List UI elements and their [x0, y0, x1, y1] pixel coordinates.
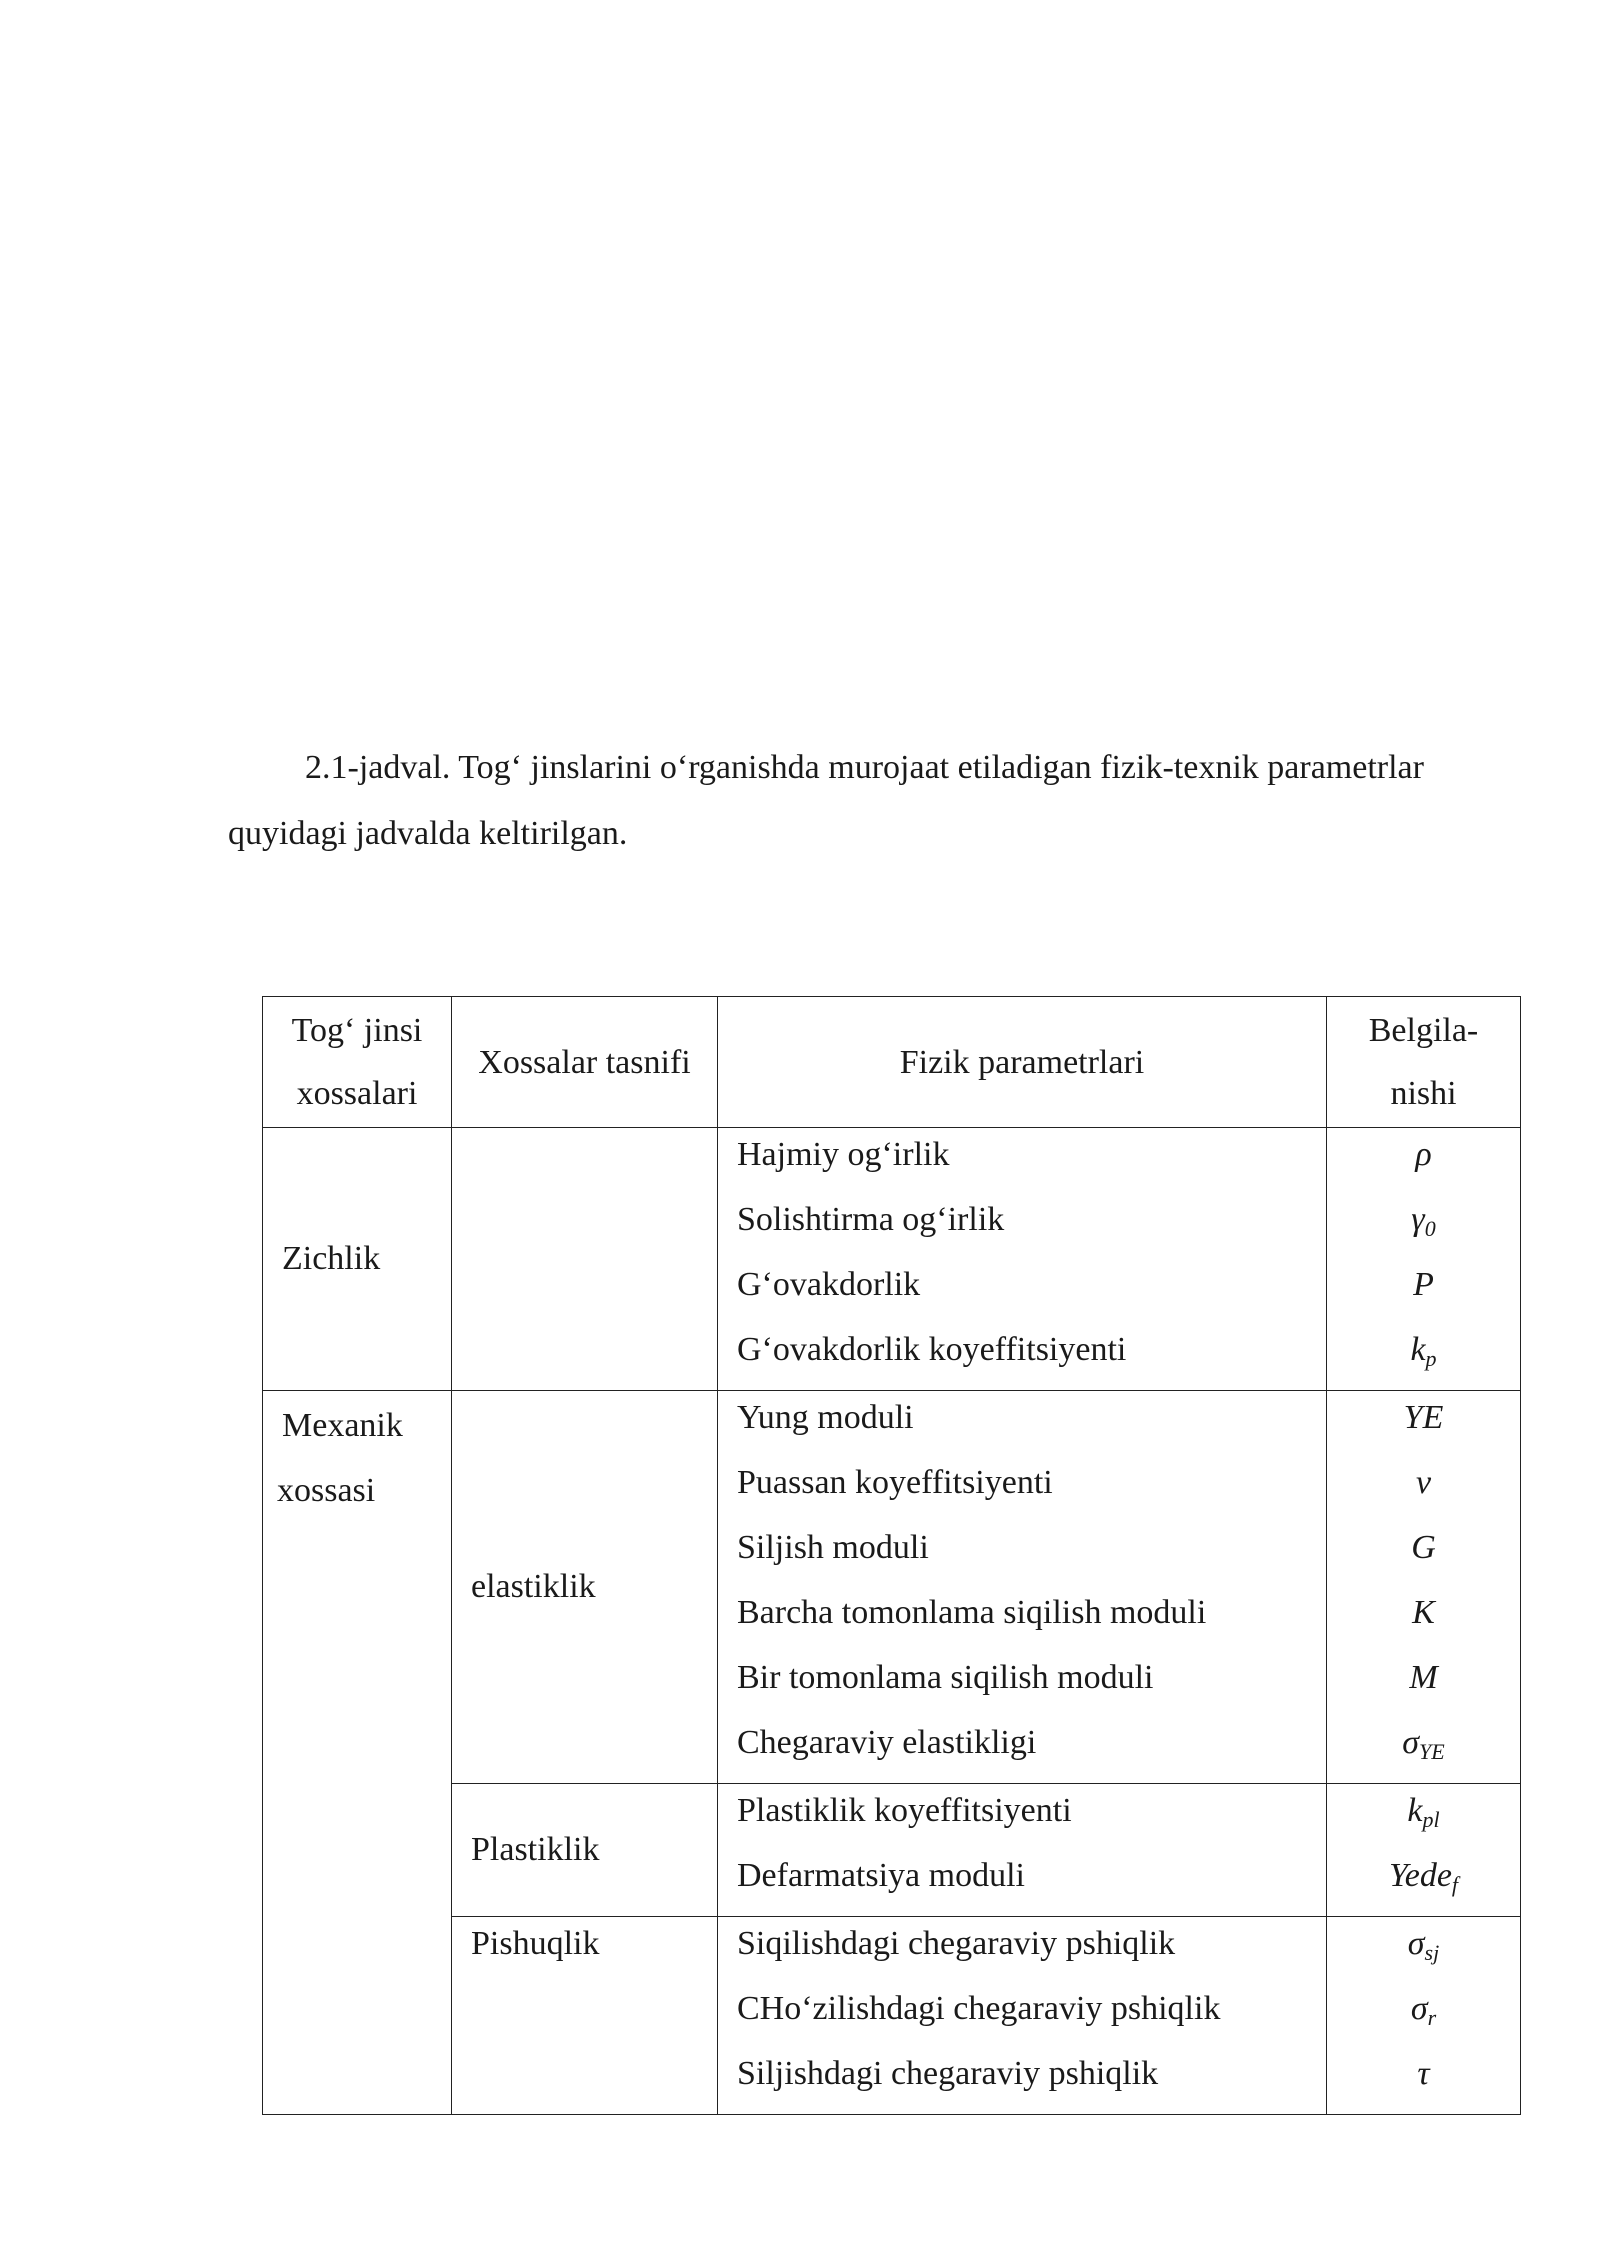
- group-zichlik: Zichlik: [282, 1240, 381, 1277]
- header-cell-classification: [452, 997, 718, 1128]
- params-elastiklik: [718, 1391, 1327, 1784]
- symbols-plastiklik: [1327, 1784, 1521, 1917]
- table-row-plastiklik: [263, 1784, 1521, 1917]
- subgroup-cell-plastiklik: [452, 1784, 718, 1917]
- header-symbol-line-1: Belgila-: [1368, 1012, 1479, 1049]
- param-siljish-moduli: Siljish moduli: [737, 1529, 929, 1566]
- symbol-ye: YE: [1403, 1399, 1444, 1436]
- header-parameters: Fizik parametrlari: [899, 1043, 1145, 1081]
- symbol-sigma-ye: $\sigma_{YE}$: [1402, 1724, 1445, 1764]
- param-plastiklik-koeff: Plastiklik koyeffitsiyenti: [737, 1792, 1072, 1829]
- symbol-yedef: Yede$_f$: [1388, 1857, 1459, 1897]
- param-siqilish-pshiqlik: Siqilishdagi chegaraviy pshiqlik: [737, 1925, 1176, 1962]
- symbol-k: K: [1412, 1594, 1435, 1631]
- group-cell-mexanik: [263, 1391, 452, 2115]
- param-barcha-siqilish: Barcha tomonlama siqilish moduli: [737, 1594, 1207, 1631]
- params-plastiklik: [718, 1784, 1327, 1917]
- parameters-table: [262, 996, 1521, 2115]
- group-mexanik-line-2: xossasi: [277, 1472, 376, 1509]
- symbol-sigma-r: $\sigma_r$: [1410, 1990, 1437, 2030]
- param-solishtirma-ogirlik: Solishtirma og‘irlik: [737, 1201, 1005, 1238]
- header-cell-properties: [263, 997, 452, 1128]
- symbol-sigma-sj: $\sigma_{sj}$: [1407, 1925, 1440, 1965]
- params-zichlik: [718, 1128, 1327, 1391]
- param-bir-siqilish: Bir tomonlama siqilish moduli: [737, 1659, 1154, 1696]
- symbol-g: G: [1411, 1529, 1436, 1566]
- table-row-pishuqlik: [263, 1917, 1521, 2115]
- table-row-elastiklik: [263, 1391, 1521, 1784]
- param-chozilish-pshiqlik: CHo‘zilishdagi chegaraviy pshiqlik: [737, 1990, 1221, 2027]
- symbol-kp: $k_p$: [1410, 1331, 1437, 1371]
- param-yung-moduli: Yung moduli: [737, 1399, 914, 1436]
- empty-classification-cell: [452, 1128, 718, 1391]
- param-govakdorlik: G‘ovakdorlik: [737, 1266, 921, 1303]
- subgroup-cell-pishuqlik: [452, 1917, 718, 2115]
- subgroup-plastiklik: Plastiklik: [471, 1831, 600, 1868]
- symbol-p: P: [1413, 1266, 1434, 1303]
- header-properties-line-2: xossalari: [296, 1075, 418, 1112]
- param-puassan-koeff: Puassan koyeffitsiyenti: [737, 1464, 1053, 1501]
- caption-line-1: 2.1-jadval. Tog‘ jinslarini o‘rganishda murojaat etiladigan fizik-texnik parametrlar: [305, 749, 1424, 786]
- header-properties-line-1: Tog‘ jinsi: [291, 1012, 423, 1049]
- symbol-gamma0: $\gamma_0$: [1411, 1201, 1436, 1241]
- param-chegaraviy-elastikligi: Chegaraviy elastikligi: [737, 1724, 1037, 1761]
- header-symbol-line-2: nishi: [1390, 1075, 1457, 1112]
- subgroup-pishuqlik: Pishuqlik: [471, 1925, 600, 1962]
- symbols-zichlik: [1327, 1128, 1521, 1391]
- header-classification: Xossalar tasnifi: [478, 1043, 691, 1081]
- symbol-nu: ν: [1415, 1464, 1432, 1501]
- param-defarmatsiya-moduli: Defarmatsiya moduli: [737, 1857, 1025, 1894]
- table-row-zichlik: [263, 1128, 1521, 1391]
- symbol-kpl: $k_{pl}$: [1407, 1792, 1440, 1832]
- param-siljish-pshiqlik: Siljishdagi chegaraviy pshiqlik: [737, 2055, 1159, 2092]
- symbols-pishuqlik: [1327, 1917, 1521, 2115]
- header-cell-symbol: [1327, 997, 1521, 1128]
- subgroup-cell-elastiklik: [452, 1391, 718, 1784]
- params-pishuqlik: [718, 1917, 1327, 2115]
- param-govakdorlik-koeff: G‘ovakdorlik koyeffitsiyenti: [737, 1331, 1127, 1368]
- table-header-row: [263, 997, 1521, 1128]
- caption-line-2: quyidagi jadvalda keltirilgan.: [228, 815, 628, 852]
- symbols-elastiklik: [1327, 1391, 1521, 1784]
- table-caption: [228, 735, 1528, 867]
- param-hajmiy-ogirlik: Hajmiy og‘irlik: [737, 1136, 950, 1173]
- header-cell-parameters: [718, 997, 1327, 1128]
- symbol-m: M: [1409, 1659, 1438, 1696]
- symbol-rho: ρ: [1415, 1136, 1432, 1173]
- group-cell-zichlik: [263, 1128, 452, 1391]
- subgroup-elastiklik: elastiklik: [471, 1568, 596, 1605]
- group-mexanik-line-1: Mexanik: [282, 1407, 403, 1444]
- symbol-tau: τ: [1417, 2055, 1430, 2092]
